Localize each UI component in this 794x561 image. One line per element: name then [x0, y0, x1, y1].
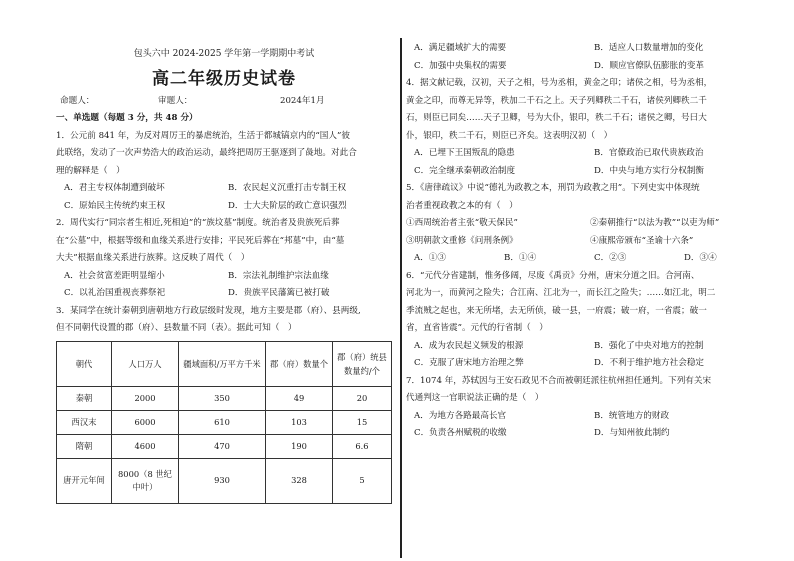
- question-line: 此联络，发动了一次声势浩大的政治运动，最终把周厉王驱逐到了彘地。对此合: [56, 148, 357, 158]
- column-divider: [400, 38, 402, 558]
- question-line: 大夫”根据血缘关系进行族葬。这反映了周代（ ）: [56, 253, 250, 263]
- option-b[interactable]: B．适应人口数量增加的变化: [594, 43, 704, 53]
- question-line: 在“公墓”中，根据等级和血缘关系进行安排；平民死后葬在“邦墓”中，由“墓: [56, 235, 345, 246]
- table-cell: 610: [179, 410, 266, 434]
- option-d[interactable]: D．士大夫阶层的政亡意识强烈: [228, 200, 347, 211]
- question-line: 河北为一，而黄河之险失；合江南、江北为一，而长江之险失；……如江北，明二: [406, 288, 716, 298]
- option-c[interactable]: C．原始民主传统约束王权: [64, 200, 166, 211]
- options: [56, 268, 392, 303]
- option-d[interactable]: D．贵族平民藩篱已被打破: [228, 288, 330, 298]
- table-cell: 49: [266, 386, 333, 410]
- options: [56, 180, 392, 215]
- school-header: 包头六中 2024-2025 学年第一学期期中考试: [133, 49, 315, 59]
- table-cell: 190: [266, 434, 333, 458]
- table-cell: 4600: [112, 434, 179, 458]
- options: [406, 250, 774, 268]
- option-a[interactable]: A．社会贫富差距明显缩小: [64, 270, 165, 281]
- option-d[interactable]: D．③④: [684, 253, 717, 263]
- option-a[interactable]: A．君主专权体制遭到破坏: [64, 183, 165, 193]
- question-line: 仆，银印，秩二千石，则臣已齐矣。这表明汉初（ ）: [406, 130, 613, 141]
- question-line: 3．某同学在统计秦朝到唐朝地方行政层级时发现，地方主要是郡（府）、县两级,: [56, 305, 361, 316]
- option-c[interactable]: C．克服了唐宋地方治理之弊: [414, 358, 524, 368]
- table-cell: 8000（8 世纪中叶）: [112, 458, 179, 503]
- table-cell: 930: [179, 458, 266, 503]
- table-header-row: [57, 341, 392, 386]
- table-cell: 唐开元年间: [57, 458, 112, 503]
- table-row: [57, 434, 392, 458]
- table-cell: 秦朝: [57, 386, 112, 410]
- option-a[interactable]: A．为地方各路最高长官: [414, 410, 507, 421]
- question-line: 省，直省皆震”。元代的行省制（ ）: [406, 323, 548, 333]
- statement-item: ③明朝款文重修《问刑条例》: [406, 235, 518, 246]
- question-1: [56, 128, 392, 216]
- option-b[interactable]: B．①④: [504, 253, 537, 263]
- table-cell: 350: [179, 386, 266, 410]
- exam-date: 2024年1月: [280, 96, 325, 106]
- table-header-cell: 人口万人: [112, 341, 179, 386]
- question-line: 4．据文献记载，汉初，天子之相，号为丞相，黄金之印；诸侯之相，号为丞相，: [406, 78, 713, 88]
- table-cell: 5: [333, 458, 392, 503]
- data-table: [56, 341, 392, 504]
- exam-title: 高二年级历史试卷: [152, 69, 296, 89]
- section-heading: 一、单选题（每题 3 分，共 48 分）: [56, 113, 198, 123]
- statement-item: ①西周统治者主张“敬天保民”: [406, 218, 518, 228]
- table-cell: 西汉末: [57, 410, 112, 434]
- option-c[interactable]: C．②③: [594, 253, 627, 263]
- question-line: 5．《唐律疏议》中说“德礼为政教之本，刑罚为政教之用”。下列史实中体现统: [406, 183, 700, 193]
- question-line: 但不同朝代设置的郡（府）、县数量不同（表）。据此可知（ ）: [56, 323, 297, 333]
- table-cell: 6.6: [333, 434, 392, 458]
- question-6: [406, 268, 774, 373]
- option-c[interactable]: C．加强中央集权的需要: [414, 60, 507, 71]
- option-c[interactable]: C．完全继承秦朝政治制度: [414, 165, 516, 176]
- table-cell: 328: [266, 458, 333, 503]
- option-a[interactable]: A．成为农民起义频发的根源: [414, 340, 524, 351]
- question-7: [406, 373, 774, 443]
- question-4: [406, 75, 774, 180]
- option-d[interactable]: D．不利于维护地方社会稳定: [594, 358, 705, 368]
- table-header-cell: 郡（府）数量个: [266, 341, 333, 386]
- options: [406, 145, 774, 180]
- reviewer-label: 审题人：: [158, 96, 193, 106]
- question-line: 黄金之印，而尊无异等，秩加二千石之上。天子列卿秩二千石，诸侯列卿秩二千: [406, 95, 707, 106]
- statement-item: ②秦朝推行“以法为教”“以吏为师”: [590, 218, 720, 228]
- option-b[interactable]: B．农民起义沉重打击专制王权: [228, 183, 347, 193]
- table-header-cell: 郡（府）统县数量约/个: [333, 341, 392, 386]
- option-d[interactable]: D．中央与地方实行分权制衡: [594, 165, 705, 176]
- question-line: 石，则臣已同矣……天子卫卿，号为大仆，银印，秩二千石；诸侯之卿，号曰大: [406, 113, 707, 123]
- question-line: 7．1074 年，苏轼因与王安石政见不合而被朝廷派往杭州担任通判。下列有关宋: [406, 375, 712, 386]
- table-row: [57, 458, 392, 503]
- question-line: 2．周代实行“同宗者生相近,死相迫”的“族坟墓”制度。统治者及贵族死后葬: [56, 218, 340, 228]
- right-column: [406, 40, 774, 443]
- table-cell: 隋朝: [57, 434, 112, 458]
- table-cell: 470: [179, 434, 266, 458]
- exam-meta: [56, 93, 392, 110]
- setter-label: 命题人：: [60, 96, 95, 106]
- option-d[interactable]: D．顺应官僚队伍膨胀的变革: [594, 60, 705, 71]
- table-row: [57, 410, 392, 434]
- table-cell: 15: [333, 410, 392, 434]
- table-row: [57, 386, 392, 410]
- option-b[interactable]: B．官僚政治已取代贵族政治: [594, 148, 704, 158]
- left-column: [56, 46, 392, 504]
- question-line: 代通判这一官职说法正确的是（ ）: [406, 393, 544, 403]
- options: [406, 408, 774, 443]
- statement-items: [406, 215, 774, 250]
- table-header-cell: 朝代: [57, 341, 112, 386]
- option-a[interactable]: A．满足疆域扩大的需要: [414, 43, 507, 53]
- option-b[interactable]: B．宗法礼制维护宗法血缘: [228, 270, 329, 281]
- q3-options: [406, 40, 774, 75]
- question-5: [406, 180, 774, 268]
- question-line: 治者重视政教之本的有（ ）: [406, 200, 518, 211]
- question-line: 季流贼之起也，来无所堵，去无所侦，破一县，一府震；破一府，一省震；破一: [406, 305, 707, 316]
- option-c[interactable]: C．以礼治国重视丧葬祭祀: [64, 288, 166, 298]
- option-b[interactable]: B．强化了中央对地方的控制: [594, 340, 704, 351]
- table-header-cell: 疆域面积/万平方千米: [179, 341, 266, 386]
- table-cell: 20: [333, 386, 392, 410]
- table-cell: 103: [266, 410, 333, 434]
- question-line: 1．公元前 841 年，为反对周厉王的暴虐统治，生活于都城镐京内的“国人”彼: [56, 130, 350, 141]
- option-a[interactable]: A．①③: [414, 253, 446, 263]
- option-b[interactable]: B．统管地方的财政: [594, 410, 670, 421]
- option-a[interactable]: A．已埋下王国叛乱的隐患: [414, 148, 515, 158]
- table-cell: 2000: [112, 386, 179, 410]
- question-line: 6．“元代分省建制，惟务侈阔，尽废《禹贡》分州，唐宋分道之旧。合河南、: [406, 270, 700, 281]
- option-d[interactable]: D．与知州彼此制约: [594, 428, 670, 438]
- question-2: [56, 215, 392, 303]
- table-cell: 6000: [112, 410, 179, 434]
- option-c[interactable]: C．负责各州赋税的收缴: [414, 428, 507, 438]
- question-3: [56, 303, 392, 504]
- options: [406, 338, 774, 373]
- statement-item: ④康熙帝颁布“圣谕十六条”: [590, 235, 694, 246]
- question-line: 理的解释是（ ）: [56, 165, 125, 176]
